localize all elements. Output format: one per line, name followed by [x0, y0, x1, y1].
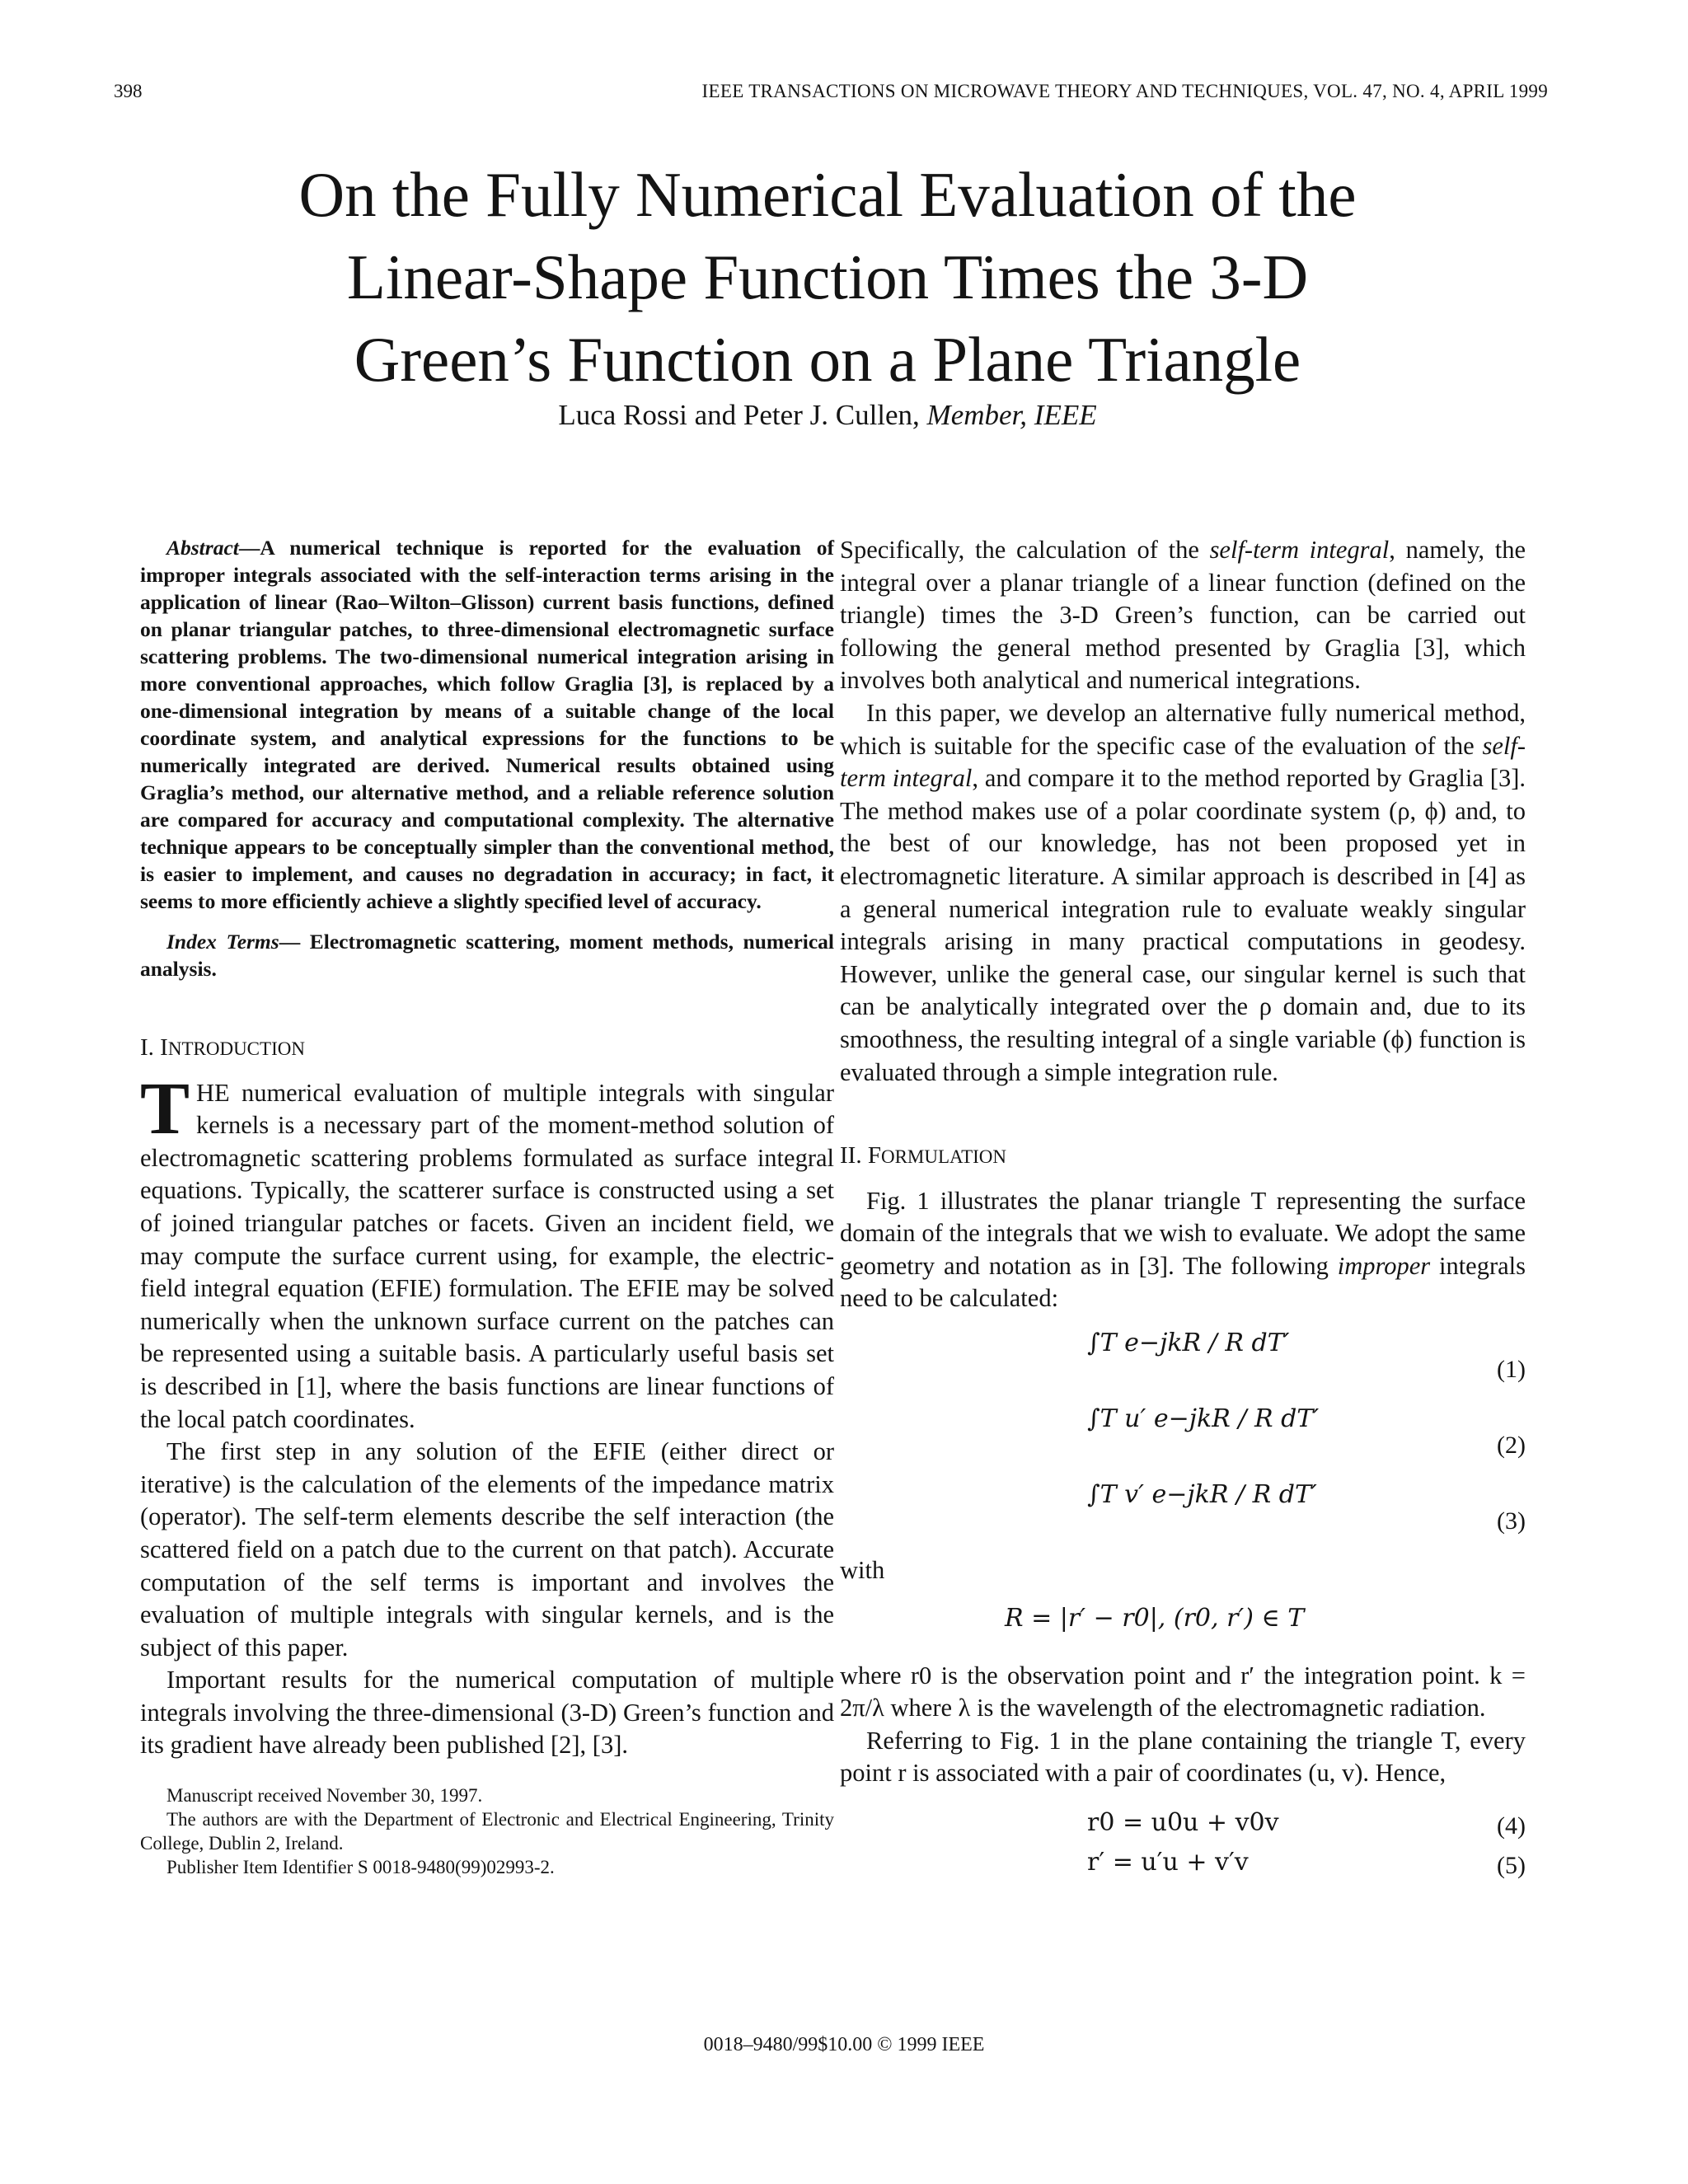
body-paragraph: In this paper, we develop an alternative fully numerical method, which is suitable for the specific case of the evaluation of the self-term integral, and compare it to the method reported by Graglia [3]. The method makes use of a polar coordinate system (ρ, ϕ) and, to the best of our knowledge, has not been proposed yet in electromagnetic literature. A similar approach is described in [4] as a general numerical integration rule to evaluate weakly singular integrals arising in many practical computations in geodesy. However, unlike the general case, our singular kernel is such that can be analytically integrated over the ρ domain and, due to its smoothness, the resulting integral of a single variable (ϕ) function is evaluated through a simple integration rule. — [840, 698, 1526, 1086]
left-column — [140, 534, 834, 1879]
title-line: Green’s Function on a Plane Triangle — [354, 324, 1301, 395]
journal-header: IEEE TRANSACTIONS ON MICROWAVE THEORY AND TECHNIQUES, VOL. 47, NO. 4, APRIL 1999 — [701, 81, 1548, 101]
equation-R: R = |r′ − r0|, (r0, r′) ∈ T — [1005, 1603, 1305, 1633]
equation-4: r0 = u0u + v0v (4) — [1087, 1808, 1526, 1840]
footnotes — [140, 1783, 834, 1879]
footnote: Publisher Item Identifier S 0018-9480(99)02993-2. — [166, 1857, 555, 1878]
abstract — [140, 534, 834, 915]
page-number: 398 — [114, 81, 143, 101]
body-paragraph: with — [840, 1556, 885, 1585]
equation-5: r′ = u′u + v′v (5) — [1087, 1848, 1526, 1880]
intro-paragraph-1: THE numerical evaluation of multiple integrals with singular kernels is a necessary part of the moment-method solution of electromagnetic scattering problems formulated as surface integral equations. Typically, the scatterer surface is constructed using a set of joined triangular patches or facets. Given an incident field, we may compute the surface current using, for example, the electric-field integral equation (EFIE) formulation. The EFIE may be solved numerically when the unknown surface current on the patches can be represented using a suitable basis. A particularly useful basis set is described in [1], where the basis functions are linear functions of the local patch coordinates. — [140, 1067, 834, 1433]
index-terms — [140, 928, 834, 982]
copyright-footer: 0018–9480/99$10.00 © 1999 IEEE — [703, 2034, 985, 2055]
intro-paragraph-2: The first step in any solution of the EFIE (either direct or iterative) is the calculation of the elements of the impedance matrix (operator). The self-term elements describe the self interaction (the scattered field on a patch due to the current on that patch). Accurate computation of the self terms is important and involves the evaluation of multiple integrals with singular kernels, and is the subject of this paper. — [140, 1437, 834, 1661]
body-paragraph: where r0 is the observation point and r′ the integration point. k = 2π/λ where λ is the wavelength of the electromagnetic radiation. — [840, 1661, 1526, 1722]
index-terms-label: Index Terms — [166, 930, 279, 954]
authors — [140, 399, 1515, 432]
title-line: On the Fully Numerical Evaluation of the — [298, 159, 1357, 230]
footnote: Manuscript received November 30, 1997. — [166, 1785, 483, 1807]
author-role: Member, IEEE — [926, 399, 1097, 431]
equation-3: ∫T v′ e−jkR / R dT′ (3) — [1087, 1480, 1526, 1535]
paper-title — [140, 153, 1515, 401]
section-heading-formulation: II. FORMULATION — [840, 1142, 1007, 1169]
drop-cap: T — [140, 1067, 190, 1150]
equation-2: ∫T u′ e−jkR / R dT′ (2) — [1087, 1404, 1526, 1460]
abstract-label: Abstract — [166, 536, 239, 560]
body-paragraph: Referring to Fig. 1 in the plane containing the triangle T, every point r is associated with a pair of coordinates (u, v). Hence, — [840, 1726, 1526, 1788]
right-column — [840, 534, 1526, 1886]
index-terms-text: — Electromagnetic scattering, moment methods, numerical analysis. — [140, 930, 834, 981]
abstract-text: —A numerical technique is reported for the evaluation of improper integrals associated with the self-interaction terms arising in the application of linear (Rao–Wilton–Glisson) current basis functions, defined on planar triangular patches, to three-dimensional electromagnetic surface scattering problems. The two-dimensional numerical integration arising in more conventional approaches, which follow Graglia [3], is replaced by a one-dimensional integration by means of a suitable change of the local coordinate system, and analytical expressions for the functions to be numerically integrated are derived. Numerical results obtained using Graglia’s method, our alternative method, and a reliable reference solution are compared for accuracy and computational complexity. The alternative technique appears to be conceptually simpler than the conventional method, is easier to implement, and causes no degradation in accuracy; in fact, it seems to more efficiently achieve a slightly specified level of accuracy. — [140, 536, 834, 913]
author-names: Luca Rossi and Peter J. Cullen, — [558, 399, 920, 431]
body-paragraph: Specifically, the calculation of the self-term integral, namely, the integral over a planar triangle of a linear function (defined on the triangle) times the 3-D Green’s function, can be carried out following the general method presented by Graglia [3], which involves both analytical and numerical integrations. — [840, 536, 1526, 695]
equation-1: ∫T e−jkR / R dT′ (1) — [1087, 1329, 1526, 1384]
title-line: Linear-Shape Function Times the 3-D — [346, 241, 1309, 312]
section-heading-introduction: I. INTRODUCTION — [140, 1034, 305, 1061]
body-paragraph: Fig. 1 illustrates the planar triangle T representing the surface domain of the integrals that we wish to evaluate. We adopt the same geometry and notation as in [3]. The following improper integrals need to be calculated: — [840, 1186, 1526, 1313]
footnote: The authors are with the Department of Electronic and Electrical Engineering, Trinity College, Dublin 2, Ireland. — [140, 1809, 834, 1854]
intro-paragraph-3: Important results for the numerical computation of multiple integrals involving the three-dimensional (3-D) Green’s function and its gradient have already been published [2], [3]. — [140, 1666, 834, 1760]
